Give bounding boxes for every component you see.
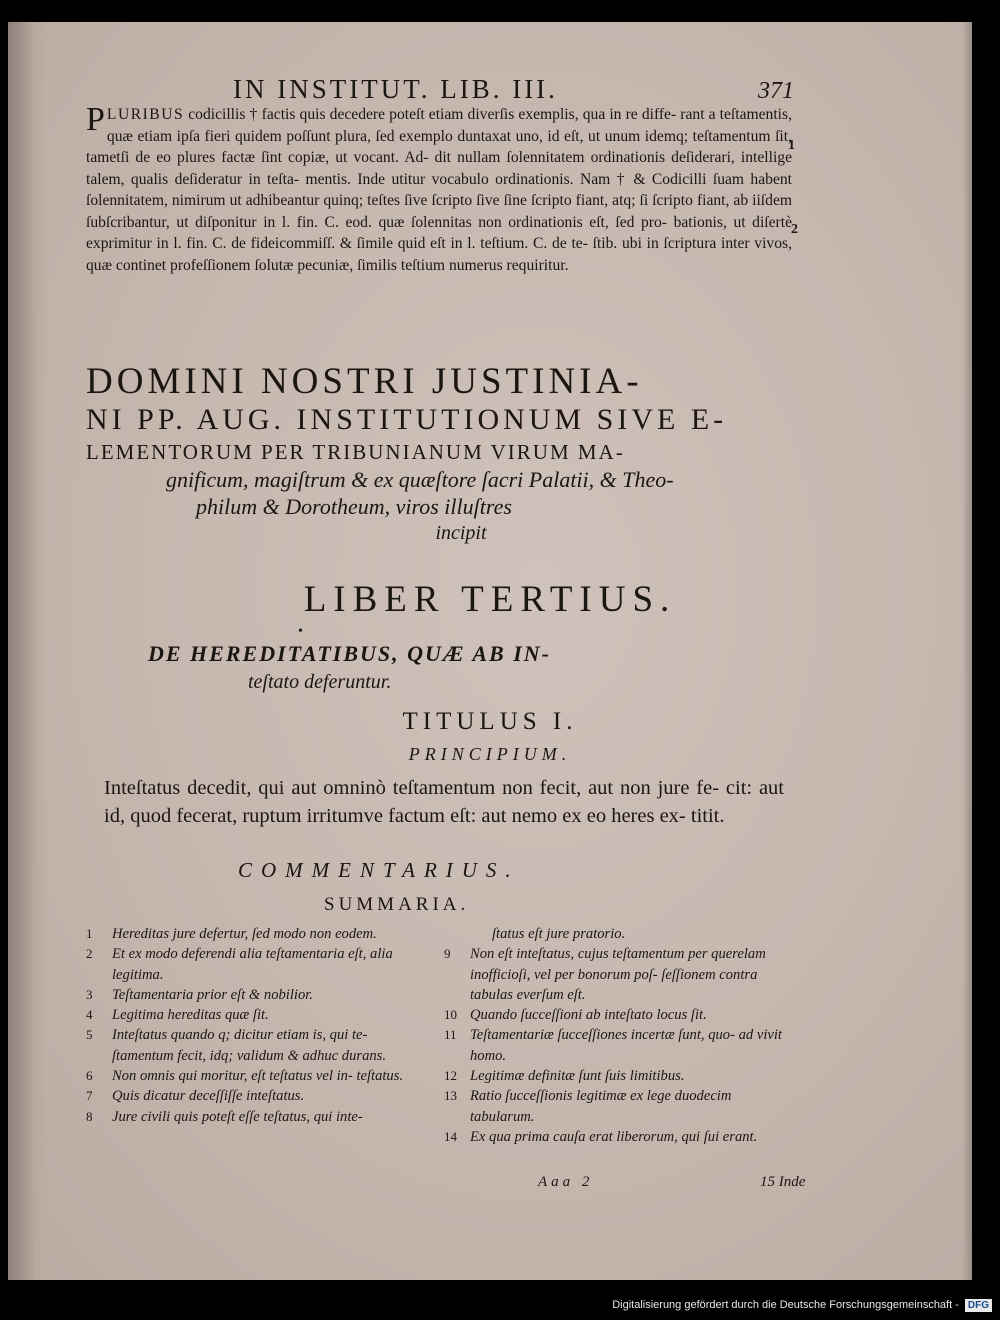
summary-number: 4	[86, 1007, 93, 1023]
summary-entry	[444, 1005, 789, 1025]
intro-paragraph	[86, 101, 792, 276]
summary-text: Non omnis qui moritur, eſt teſtatus vel in- teſtatus.	[112, 1068, 404, 1085]
intro-text: codicillis † factis quis decedere poteſt etiam diverſis exemplis, qua in re diffe- rant a teſtamentis, quæ etiam ipſa fieri quidem poſſunt plura, ſed exemplo duntaxat uno, id eſt, ut unum idemq; teſtamentum ſit, tametſi de eo plures factæ ſint copiæ, ut vocant. Ad- dit nullam ſolennitatem ordinationis deſiderari, intellige talem, qualis deſideratur in teſta- mentis. Inde utitur vocabulo ordinationis. Nam † & Codicilli ſuam habent ſolennitatem, nimirum ut adhibeantur quinq; teſtes ſive ſcripto ſive ſine ſcripto fiant, atq; ſi ſcripto fiant, ab iiſdem ſubſcribantur, ut diſponitur in l. fin. C. eod. quæ ſolennitas non ordinationis eſt, ſed pro- bationis, ut diſertè exprimitur in l. fin. C. de fideicommiſſ. & ſimile quid eſt in l. teſtium. C. de te- ſtib. ubi in ſcriptura inter vivos, quæ continet profeſſionem ſolutæ pecuniæ, ſimilis teſtium numerus requiritur.	[86, 106, 792, 274]
summary-text: Et ex modo deferendi alia teſtamentaria eſt, alia legitima.	[112, 946, 393, 983]
catchword: 15 Inde	[760, 1174, 806, 1190]
summary-number: 2	[86, 946, 93, 962]
summary-number: 13	[444, 1088, 457, 1104]
section-heading	[148, 640, 788, 696]
summary-number: 8	[86, 1108, 93, 1124]
ornament-dot: •	[298, 624, 303, 639]
title-line-2: NI PP. AUG. INSTITUTIONUM SIVE E-	[86, 403, 728, 436]
summary-entry	[86, 1005, 431, 1025]
summary-entry	[86, 924, 431, 944]
summaria-right-column	[444, 924, 789, 1147]
folio-number: 371	[758, 78, 794, 104]
summary-entry	[86, 1107, 431, 1127]
summary-entry	[444, 1086, 789, 1127]
principium-text: Inteſtatus decedit, qui aut omninò teſtamentum non fecit, aut non jure fe- cit: aut id, quod fecerat, ruptum irritumve factum eſt: aut nemo ex eo heres ex- titit.	[104, 777, 784, 827]
summary-text: Quando ſucceſſioni ab inteſtato locus ſit.	[470, 1007, 707, 1024]
summary-text: Teſtamentariæ ſucceſſiones incertæ ſunt, quo- ad vivit homo.	[470, 1027, 782, 1064]
principium-heading: PRINCIPIUM.	[408, 744, 572, 764]
summary-number: 1	[86, 926, 93, 941]
title-line-3: LEMENTORUM PER TRIBUNIANUM VIRUM MA-	[86, 440, 625, 464]
intro-small-caps: LURIBUS	[106, 106, 185, 123]
summaria-heading: SUMMARIA.	[324, 894, 470, 915]
summary-number: 5	[86, 1027, 93, 1043]
section-heading-line-1: DE HEREDITATIBUS, QUÆ AB IN-	[148, 641, 551, 666]
summary-number: 9	[444, 946, 451, 962]
margin-number-2: 2	[791, 222, 798, 237]
summary-entry	[86, 1086, 431, 1106]
summary-text: Ratio ſucceſſionis legitimæ ex lege duodecim tabularum.	[470, 1088, 732, 1125]
summary-number: 10	[444, 1007, 457, 1023]
summaria-left-column	[86, 924, 431, 1127]
summary-entry	[86, 1025, 431, 1066]
margin-number-1: 1	[788, 138, 795, 153]
summary-text: Teſtamentaria prior eſt & nobilior.	[112, 986, 313, 1003]
digitization-footer	[612, 1296, 992, 1314]
summary-text: Legitima hereditas quæ ſit.	[112, 1007, 269, 1024]
summary-text: Non eſt inteſtatus, cujus teſtamentum per querelam inofficioſi, vel per bonorum poſ- ſeſſionem contra tabulas everſum eſt.	[470, 946, 766, 1003]
summary-text: Ex qua prima cauſa erat liberorum, qui ſui erant.	[470, 1128, 758, 1145]
work-title	[86, 362, 806, 545]
incipit: incipit	[435, 522, 487, 544]
title-line-4: gnificum, magiſtrum & ex quæſtore ſacri Palatii, & Theo-	[166, 467, 674, 492]
drop-cap: P	[86, 101, 105, 138]
summary-entry-continuation: ſtatus eſt jure pratorio.	[492, 926, 626, 942]
signature-mark: Aaa 2	[538, 1174, 594, 1190]
running-head: IN INSTITUT. LIB. III.	[233, 74, 558, 104]
summary-text: Legitimæ definitæ ſunt ſuis limitibus.	[470, 1068, 685, 1085]
summary-entry	[86, 985, 431, 1005]
summary-number: 12	[444, 1068, 457, 1084]
summary-entry	[444, 1066, 789, 1086]
title-line-1: DOMINI NOSTRI JUSTINIA-	[86, 361, 643, 402]
dfg-logo: DFG	[965, 1299, 992, 1312]
summary-text: Jure civili quis poteſt eſſe teſtatus, qui inte-	[112, 1108, 363, 1125]
summary-entry	[444, 1127, 789, 1147]
summary-number: 7	[86, 1088, 93, 1104]
commentarius-heading: COMMENTARIUS.	[238, 858, 520, 882]
summary-number: 14	[444, 1128, 457, 1144]
page-edge-shadow	[962, 22, 972, 1280]
footer-text: Digitalisierung gefördert durch die Deutsche Forschungsgemeinschaft -	[612, 1299, 959, 1311]
summary-number: 3	[86, 986, 93, 1002]
summary-text: Quis dicatur deceſſiſſe inteſtatus.	[112, 1088, 305, 1105]
summary-text: Inteſtatus quando q; dicitur etiam is, qui te- ſtamentum fecit, idq; validum & adhuc durans.	[112, 1027, 387, 1064]
summary-entry	[444, 944, 789, 1005]
summary-number: 6	[86, 1068, 93, 1084]
summary-entry	[86, 1066, 431, 1086]
page-gutter-shadow	[8, 22, 48, 1280]
titulus-heading: TITULUS I.	[402, 708, 578, 735]
summary-text: Hereditas jure defertur, ſed modo non eodem.	[112, 926, 377, 942]
book-page	[8, 22, 972, 1280]
summary-entry	[444, 1025, 789, 1066]
title-line-5: philum & Dorotheum, viros illuſtres	[196, 494, 512, 519]
summary-entry	[86, 944, 431, 985]
section-heading-line-2: teſtato deferuntur.	[248, 671, 392, 693]
summary-number: 11	[444, 1027, 457, 1043]
book-heading: LIBER TERTIUS.	[303, 579, 677, 620]
